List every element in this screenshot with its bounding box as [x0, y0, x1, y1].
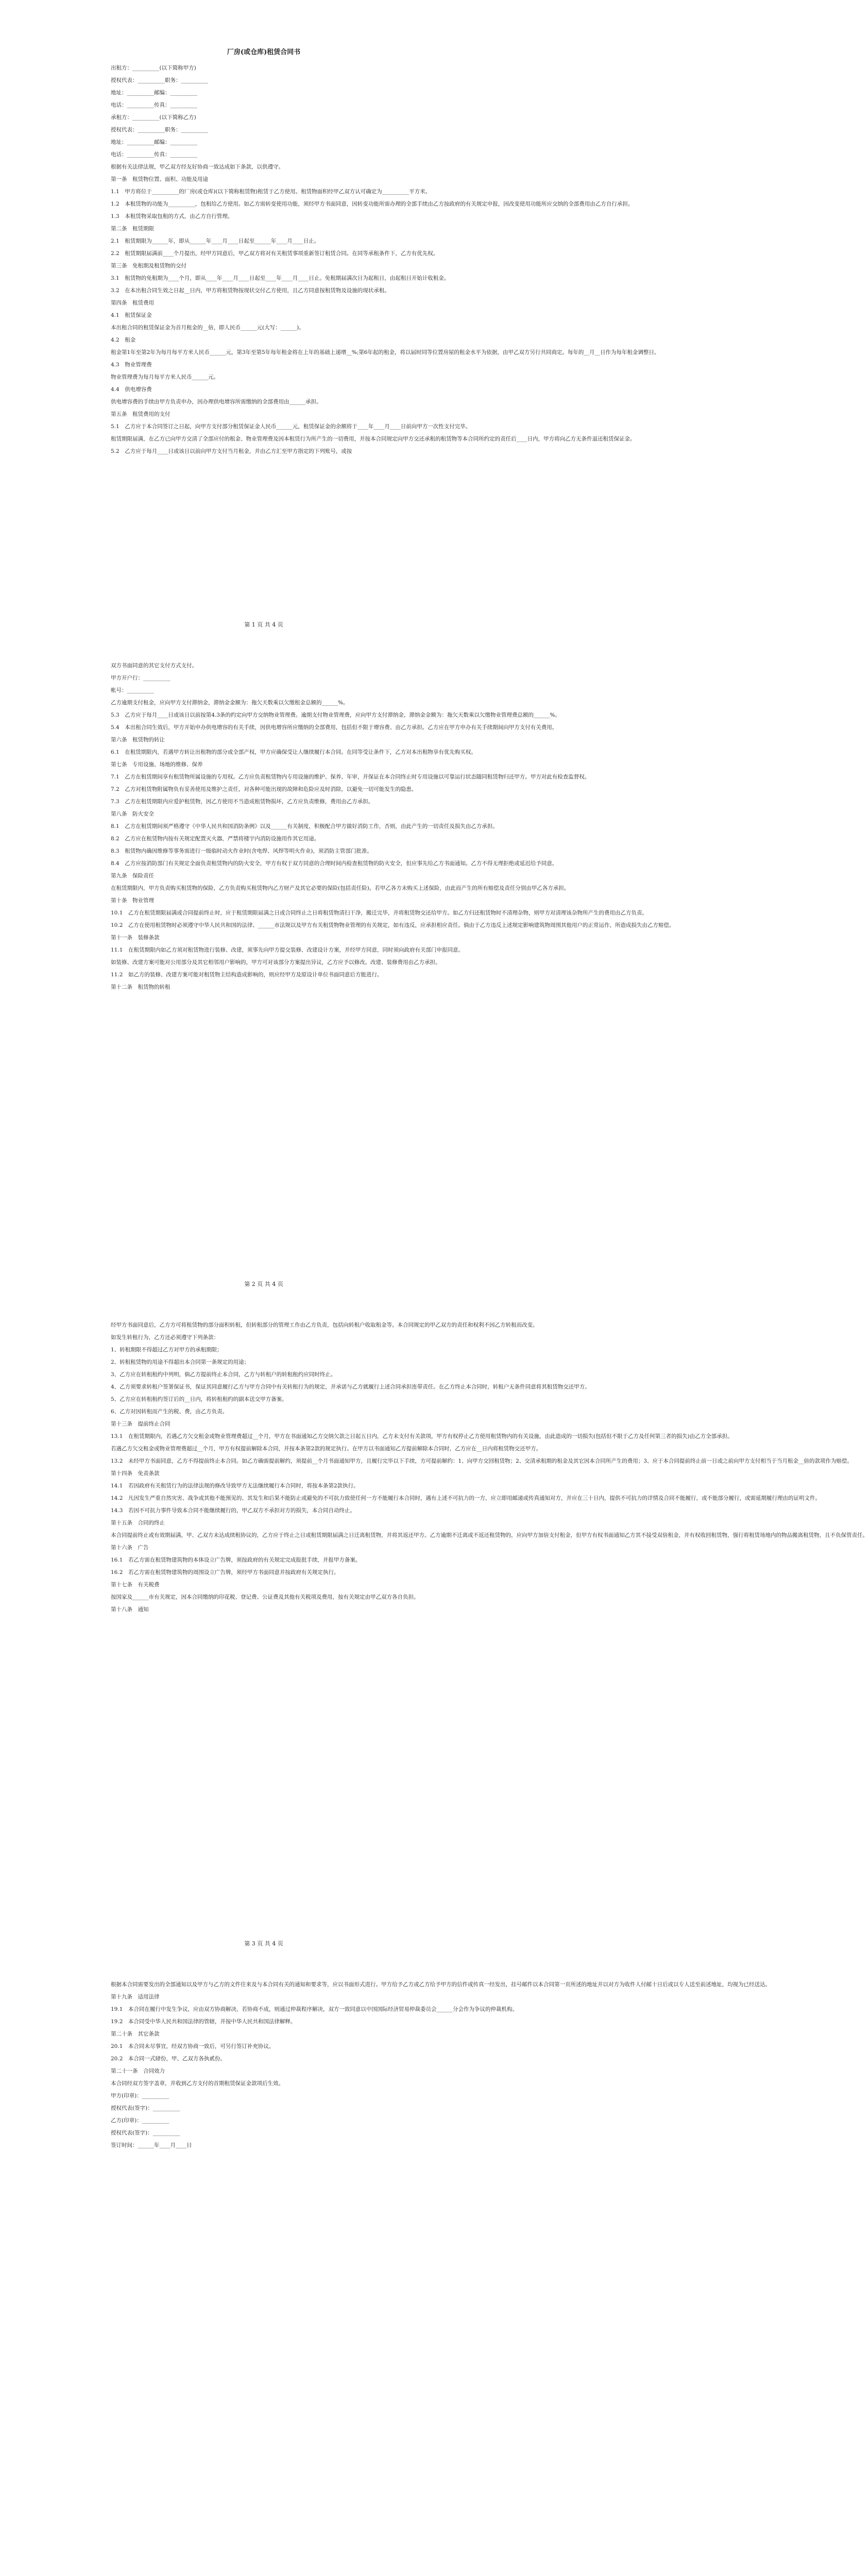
text-line: 第十八条 通知	[111, 1606, 149, 1613]
text-line: 14.1 若因政府有关租赁行为的法律法规的修改导致甲方无法继续履行本合同时，将按本条第2款执行。	[111, 1483, 359, 1489]
text-line: 第二条 租赁期限	[111, 226, 154, 232]
text-line: 第十四条 免责条款	[111, 1470, 160, 1477]
page-1-body	[111, 62, 660, 457]
text-line: 1.3 本租赁物采取包租的方式，由乙方自行管理。	[111, 213, 233, 219]
page-1	[0, 0, 660, 639]
text-line: 19.1 本合同在履行中发生争议，应由双方协商解决，若协商不成，则通过仲裁程序解决，双方一致同意以中国国际经济贸易仲裁委员会______分会作为争议的仲裁机构。	[111, 2006, 518, 2012]
text-line: 第十九条 适用法律	[111, 1994, 160, 2000]
text-line: 根据本合同需要发出的全部通知以及甲方与乙方的文件往来及与本合同有关的通知和要求等，应以书面形式进行。甲方给予乙方或乙方给予甲方的信件或传真一经发出，挂号邮件以本合同第一页所述的地址并以对方为收件人付邮十日后或以专人送至前述地址，均视为已经送达。	[111, 1981, 771, 1988]
text-line: 按国家及______市有关规定，因本合同缴纳的印花税、登记费、公证费及其他有关税项及费用，按有关规定由甲乙双方各自负担。	[111, 1594, 419, 1600]
text-line: 签订时间：______年____月____日	[111, 2142, 192, 2148]
text-line: 第二十一条 合同效力	[111, 2068, 165, 2074]
text-line: 11.2 如乙方的装修、改建方案可能对租赁物主结构造成影响的，则应经甲方及原设计单位书面同意后方能进行。	[111, 972, 383, 978]
text-line: 第八条 防火安全	[111, 811, 154, 817]
text-line: 授权代表(签字)：__________	[111, 2105, 180, 2111]
text-line: 20.1 本合同未尽事宜，经双方协商一致后，可另行签订补充协议。	[111, 2043, 275, 2049]
text-line: 第十一条 装修条款	[111, 935, 160, 941]
text-line: 第七条 专用设施、场地的维修、保养	[111, 761, 203, 768]
text-line: 6、乙方对因转租而产生的税、费，由乙方负责。	[111, 1409, 228, 1415]
text-line: 本出租合同的租赁保证金为首月租金的__倍，即人民币______元(大写：______)。	[111, 325, 304, 331]
text-line: 5.2 乙方应于每月____日或该日以前向甲方支付当月租金，并由乙方汇至甲方指定的下列账号，或按	[111, 448, 352, 454]
text-line: 乙方(印章)：__________	[111, 2117, 169, 2124]
text-line: 承租方：__________(以下简称乙方)	[111, 114, 196, 121]
text-line: 第十条 物业管理	[111, 897, 154, 904]
text-line: 1.1 甲方将位于__________的厂房(或仓库)(以下简称租赁物)租赁于乙方使用。租赁物面积经甲乙双方认可确定为__________平方米。	[111, 189, 431, 195]
text-line: 出租方：__________(以下简称甲方)	[111, 65, 196, 71]
text-line: 第四条 租赁费用	[111, 300, 154, 306]
text-line: 4.3 物业管理费	[111, 362, 152, 368]
text-line: 8.3 租赁物内确因维修等事务需进行一级临时动火作业时(含电焊、风焊等明火作业)，须消防主管部门批准。	[111, 848, 372, 854]
text-line: 第一条 租赁物位置、面积、功能及用途	[111, 176, 208, 182]
text-line: 如装修、改建方案可能对公用部分及其它相邻用户影响的，甲方可对该部分方案提出异议，乙方应予以修改。改建、装修费用由乙方承担。	[111, 959, 441, 965]
text-line: 8.4 乙方应按消防部门有关规定全面负责租赁物内的防火安全，甲方有权于双方同意的合理时间内检查租赁物的防火安全，但应事先给乙方书面通知。乙方不得无理拒绝或延迟给予同意。	[111, 860, 558, 867]
text-line: 19.2 本合同受中华人民共和国法律的管辖，并按中华人民共和国法律解释。	[111, 2019, 296, 2025]
text-line: 13.2 未经甲方书面同意，乙方不得提前终止本合同。如乙方确需提前解约，须提前__个月书面通知甲方，且履行完毕以下手续，方可提前解约：1、向甲方交回租赁物；2、交清承租期的租金及其它因本合同所产生的费用；3、应于本合同提前终止前一日或之前向甲方支付相当于当月租金__倍的款项作为赔偿。	[111, 1458, 853, 1464]
text-line: 5.4 本出租合同生效后，甲方开始申办供电增容的有关手续，因供电增容所应缴纳的全部费用，包括但不限于增容费、由乙方承担。乙方应在甲方申办有关手续期间向甲方支付有关费用。	[111, 724, 558, 731]
text-line: 2.1 租赁期限为______年，即从______年____月____日起至______年____月____日止。	[111, 238, 320, 244]
text-line: 5、乙方应在转租租约签订后的__日内，将转租租约的副本送交甲方备案。	[111, 1396, 287, 1402]
document-title: 厂房(或仓库)租赁合同书	[227, 48, 301, 56]
text-line: 14.3 若因不可抗力事件导致本合同不能继续履行的，甲乙双方不承担对方的损失，本合同自动终止。	[111, 1507, 355, 1514]
text-line: 7.1 乙方在租赁期间享有租赁物所属设施的专用权。乙方应负责租赁物内专用设施的维护、保养、年审，并保证在本合同终止时专用设施以可靠运行状态随同租赁物归还甲方。甲方对此有检查监督权。	[111, 774, 590, 780]
text-line: 第十三条 提前终止合同	[111, 1421, 171, 1427]
text-line: 第二十条 其它条款	[111, 2031, 160, 2037]
page-footer: 第 2 页 共 4 页	[244, 1281, 283, 1287]
text-line: 物业管理费为每月每平方米人民币______元。	[111, 374, 219, 380]
text-line: 甲方开户行：__________	[111, 675, 171, 681]
text-line: 1.2 本租赁物的功能为__________，包租给乙方使用。如乙方需转变使用功能，须经甲方书面同意，因转变功能所需办理的全部手续由乙方按政府的有关规定申报，因改变使用功能所应交纳的全部费用由乙方自行承担。	[111, 201, 634, 207]
text-line: 2.2 租赁期限届满前____个月提出，经甲方同意后，甲乙双方将对有关租赁事项重新签订租赁合同。在同等承租条件下，乙方有优先权。	[111, 250, 439, 257]
text-line: 第十七条 有关税费	[111, 1582, 160, 1588]
text-line: 授权代表(签字)：__________	[111, 2130, 180, 2136]
text-line: 第十六条 广告	[111, 1545, 149, 1551]
text-line: 如发生转租行为，乙方还必须遵守下列条款：	[111, 1334, 219, 1341]
text-line: 租金第1年至第2年为每月每平方米人民币______元，第3年至第5年每年租金将在上年的基础上递增__%;第6年起的租金，将以届时同等位置房屋的租金水平为依据，由甲乙双方另行共同商定。每年的__月__日作为每年租金调整日。	[111, 349, 660, 355]
text-line: 20.2 本合同一式肆份，甲、乙双方各执贰份。	[111, 2056, 226, 2062]
text-line: 10.2 乙方在使用租赁物时必须遵守中华人民共和国的法律、______市法规以及甲方有关租赁物物业管理的有关规定，如有违反，应承担相应责任。倘由于乙方违反上述规定影响建筑物周围其他用户的正常运作，所造成损失由乙方赔偿。	[111, 922, 675, 928]
text-line: 租赁期限届满，在乙方已向甲方交清了全部应付的租金、物业管理费及因本租赁行为所产生的一切费用，并按本合同规定向甲方交还承租的租赁物等本合同所约定的责任后____日内，甲方将向乙方无条件退还租赁保证金。	[111, 436, 636, 442]
text-line: 第六条 租赁物的转让	[111, 737, 165, 743]
page-3	[0, 1298, 868, 1958]
text-line: 5.1 乙方应于本合同签订之日起，向甲方支付部分租赁保证金人民币______元，租赁保证金的余额将于____年____月____日前向甲方一次性支付完毕。	[111, 423, 471, 430]
text-line: 供电增容费的手续由甲方负责申办，因办理供电增容所需缴纳的全部费用由______承担。	[111, 399, 322, 405]
text-line: 帐号：__________	[111, 687, 154, 693]
text-line: 经甲方书面同意后，乙方方可将租赁物的部分面积转租，但转租部分的管理工作由乙方负责，包括向转租户收取租金等。本合同规定的甲乙双方的责任和权利不因乙方转租而改变。	[111, 1322, 538, 1328]
page-4	[0, 1958, 771, 2576]
text-line: 1、转租期限不得超过乙方对甲方的承租期限；	[111, 1347, 223, 1353]
text-line: 第十五条 合同的终止	[111, 1520, 165, 1526]
text-line: 3.2 在本出租合同生效之日起__日内，甲方将租赁物按现状交付乙方使用，且乙方同意按租赁物及设施的现状承租。	[111, 287, 390, 294]
text-line: 乙方逾期支付租金，应向甲方支付滞纳金，滞纳金金额为：拖欠天数乘以欠缴租金总额的______%。	[111, 700, 349, 706]
text-line: 13.1 在租赁期限内，若遇乙方欠交租金或物业管理费超过__个月，甲方在书面通知乙方交纳欠款之日起五日内，乙方未支付有关款项，甲方有权停止乙方使用租赁物内的有关设施，由此造成的一切损失(包括但不限于乙方及任何第三者的损失)由乙方全部承担。	[111, 1433, 733, 1439]
page-footer: 第 3 页 共 4 页	[244, 1940, 283, 1947]
text-line: 16.1 若乙方需在租赁物建筑物的本体设立广告牌，须按政府的有关规定完成报批手续，并报甲方备案。	[111, 1557, 361, 1563]
text-line: 10.1 乙方在租赁期限届满或合同提前终止时，应于租赁期限届满之日或合同终止之日将租赁物清扫干净，搬迁完毕，并将租赁物交还给甲方。如乙方归还租赁物时不清理杂物，则甲方对清理该杂物所产生的费用由乙方负责。	[111, 910, 648, 916]
text-line: 本合同提前终止或有效期届满，甲、乙双方未达成续租协议的，乙方应于终止之日或租赁期限届满之日迁离租赁物，并将其返还甲方。乙方逾期不迁离或不返还租赁物的，应向甲方加倍支付租金，但甲方有权书面通知乙方其不接受双倍租金，并有权收回租赁物，强行将租赁场地内的物品搬离租赁物，且不负保管责任。	[111, 1532, 868, 1538]
text-line: 第三条 免租期及租赁物的交付	[111, 263, 186, 269]
text-line: 6.1 在租赁期限内，若遇甲方转让出租物的部分或全部产权，甲方应确保受让人继续履行本合同。在同等受让条件下，乙方对本出租物享有优先购买权。	[111, 749, 476, 755]
page-3-body	[111, 1319, 868, 1616]
text-line: 11.1 在租赁期限内如乙方须对租赁物进行装修、改建，须事先向甲方提交装修、改建设计方案，并经甲方同意，同时须向政府有关部门申报同意。	[111, 947, 464, 953]
text-line: 电话：__________传真：__________	[111, 102, 197, 108]
text-line: 若遇乙方欠交租金或物业管理费超过__个月，甲方有权提前解除本合同，并按本条第2款的规定执行。在甲方以书面通知乙方提前解除本合同时，乙方应在__日内将租赁物交还甲方。	[111, 1446, 542, 1452]
text-line: 4.2 租金	[111, 337, 136, 343]
page-4-body	[111, 1978, 771, 2151]
text-line: 地址：__________邮编：__________	[111, 90, 197, 96]
text-line: 在租赁期限内，甲方负责购买租赁物的保险，乙方负责购买租赁物内乙方财产及其它必要的保险(包括责任险)。若甲乙各方未购买上述保险，由此而产生的所有赔偿及责任分别由甲乙各方承担。	[111, 885, 570, 891]
text-line: 5.3 乙方应于每月____日或该日以前按第4.3条的约定向甲方交纳物业管理费。逾期支付物业管理费，应向甲方支付滞纳金，滞纳金金额为：拖欠天数乘以欠缴物业管理费总额的______%。	[111, 712, 560, 718]
page-footer: 第 1 页 共 4 页	[244, 621, 283, 628]
text-line: 16.2 若乙方需在租赁物建筑物的周围设立广告牌，须经甲方书面同意并按政府有关规定执行。	[111, 1569, 339, 1575]
text-line: 双方书面同意的其它支付方式支付。	[111, 663, 197, 669]
page-2-body	[111, 659, 675, 993]
text-line: 4、乙方须要求转租户签署保证书，保证其同意履行乙方与甲方合同中有关转租行为的规定，并承诺与乙方就履行上述合同承担连带责任。在乙方终止本合同时，转租户无条件同意将其租赁物交还甲方。	[111, 1384, 590, 1390]
text-line: 7.3 乙方在租赁期限内应爱护租赁物，因乙方使用不当造成租赁物损坏，乙方应负责维修，费用由乙方承担。	[111, 799, 374, 805]
text-line: 3.1 租赁物的免租期为____个月，即从____年____月____日起至____年____月____日止。免租期届满次日为起租日，由起租日开始计收租金。	[111, 275, 450, 281]
text-line: 授权代表：__________职务：__________	[111, 127, 208, 133]
text-line: 第五条 租赁费用的支付	[111, 411, 171, 417]
text-line: 第九条 保险责任	[111, 873, 154, 879]
text-line: 4.4 供电增容费	[111, 386, 152, 393]
text-line: 甲方(印章)：__________	[111, 2093, 169, 2099]
text-line: 8.1 乙方在租赁期间须严格遵守《中华人民共和国消防条例》以及______有关制度，积极配合甲方做好消防工作，否则，由此产生的一切责任及损失由乙方承担。	[111, 823, 498, 829]
text-line: 2、转租租赁物的用途不得超出本合同第一条规定的用途；	[111, 1359, 250, 1365]
text-line: 根据有关法律法规，甲乙双方经友好协商一致达成如下条款，以供遵守。	[111, 164, 284, 170]
text-line: 8.2 乙方应在租赁物内按有关规定配置灭火器，严禁将楼宇内消防设施用作其它用途。	[111, 836, 320, 842]
text-line: 4.1 租赁保证金	[111, 312, 152, 318]
text-line: 7.2 乙方对租赁物附属物负有妥善使用及维护之责任，对各种可能出现的故障和危险应及时消除，以避免一切可能发生的隐患。	[111, 786, 417, 792]
text-line: 电话：__________传真：__________	[111, 151, 197, 158]
text-line: 本合同经双方签字盖章，并收到乙方支付的首期租赁保证金款项后生效。	[111, 2080, 284, 2087]
page-2	[0, 639, 675, 1298]
text-line: 3、乙方应在转租租约中列明，倘乙方提前终止本合同，乙方与转租户的转租租约应同时终止。	[111, 1371, 336, 1378]
text-line: 地址：__________邮编：__________	[111, 139, 197, 145]
text-line: 第十二条 租赁物的转租	[111, 984, 171, 990]
text-line: 授权代表：__________职务：__________	[111, 77, 208, 83]
text-line: 14.2 凡因发生严重自然灾害、战争或其他不能预见的、其发生和后果不能防止或避免的不可抗力致使任何一方不能履行本合同时，遇有上述不可抗力的一方，应立即用邮递或传真通知对方，并应在三十日内，提供不可抗力的详情及合同不能履行，或不能部分履行，或需延期履行理由的证明文件。	[111, 1495, 821, 1501]
